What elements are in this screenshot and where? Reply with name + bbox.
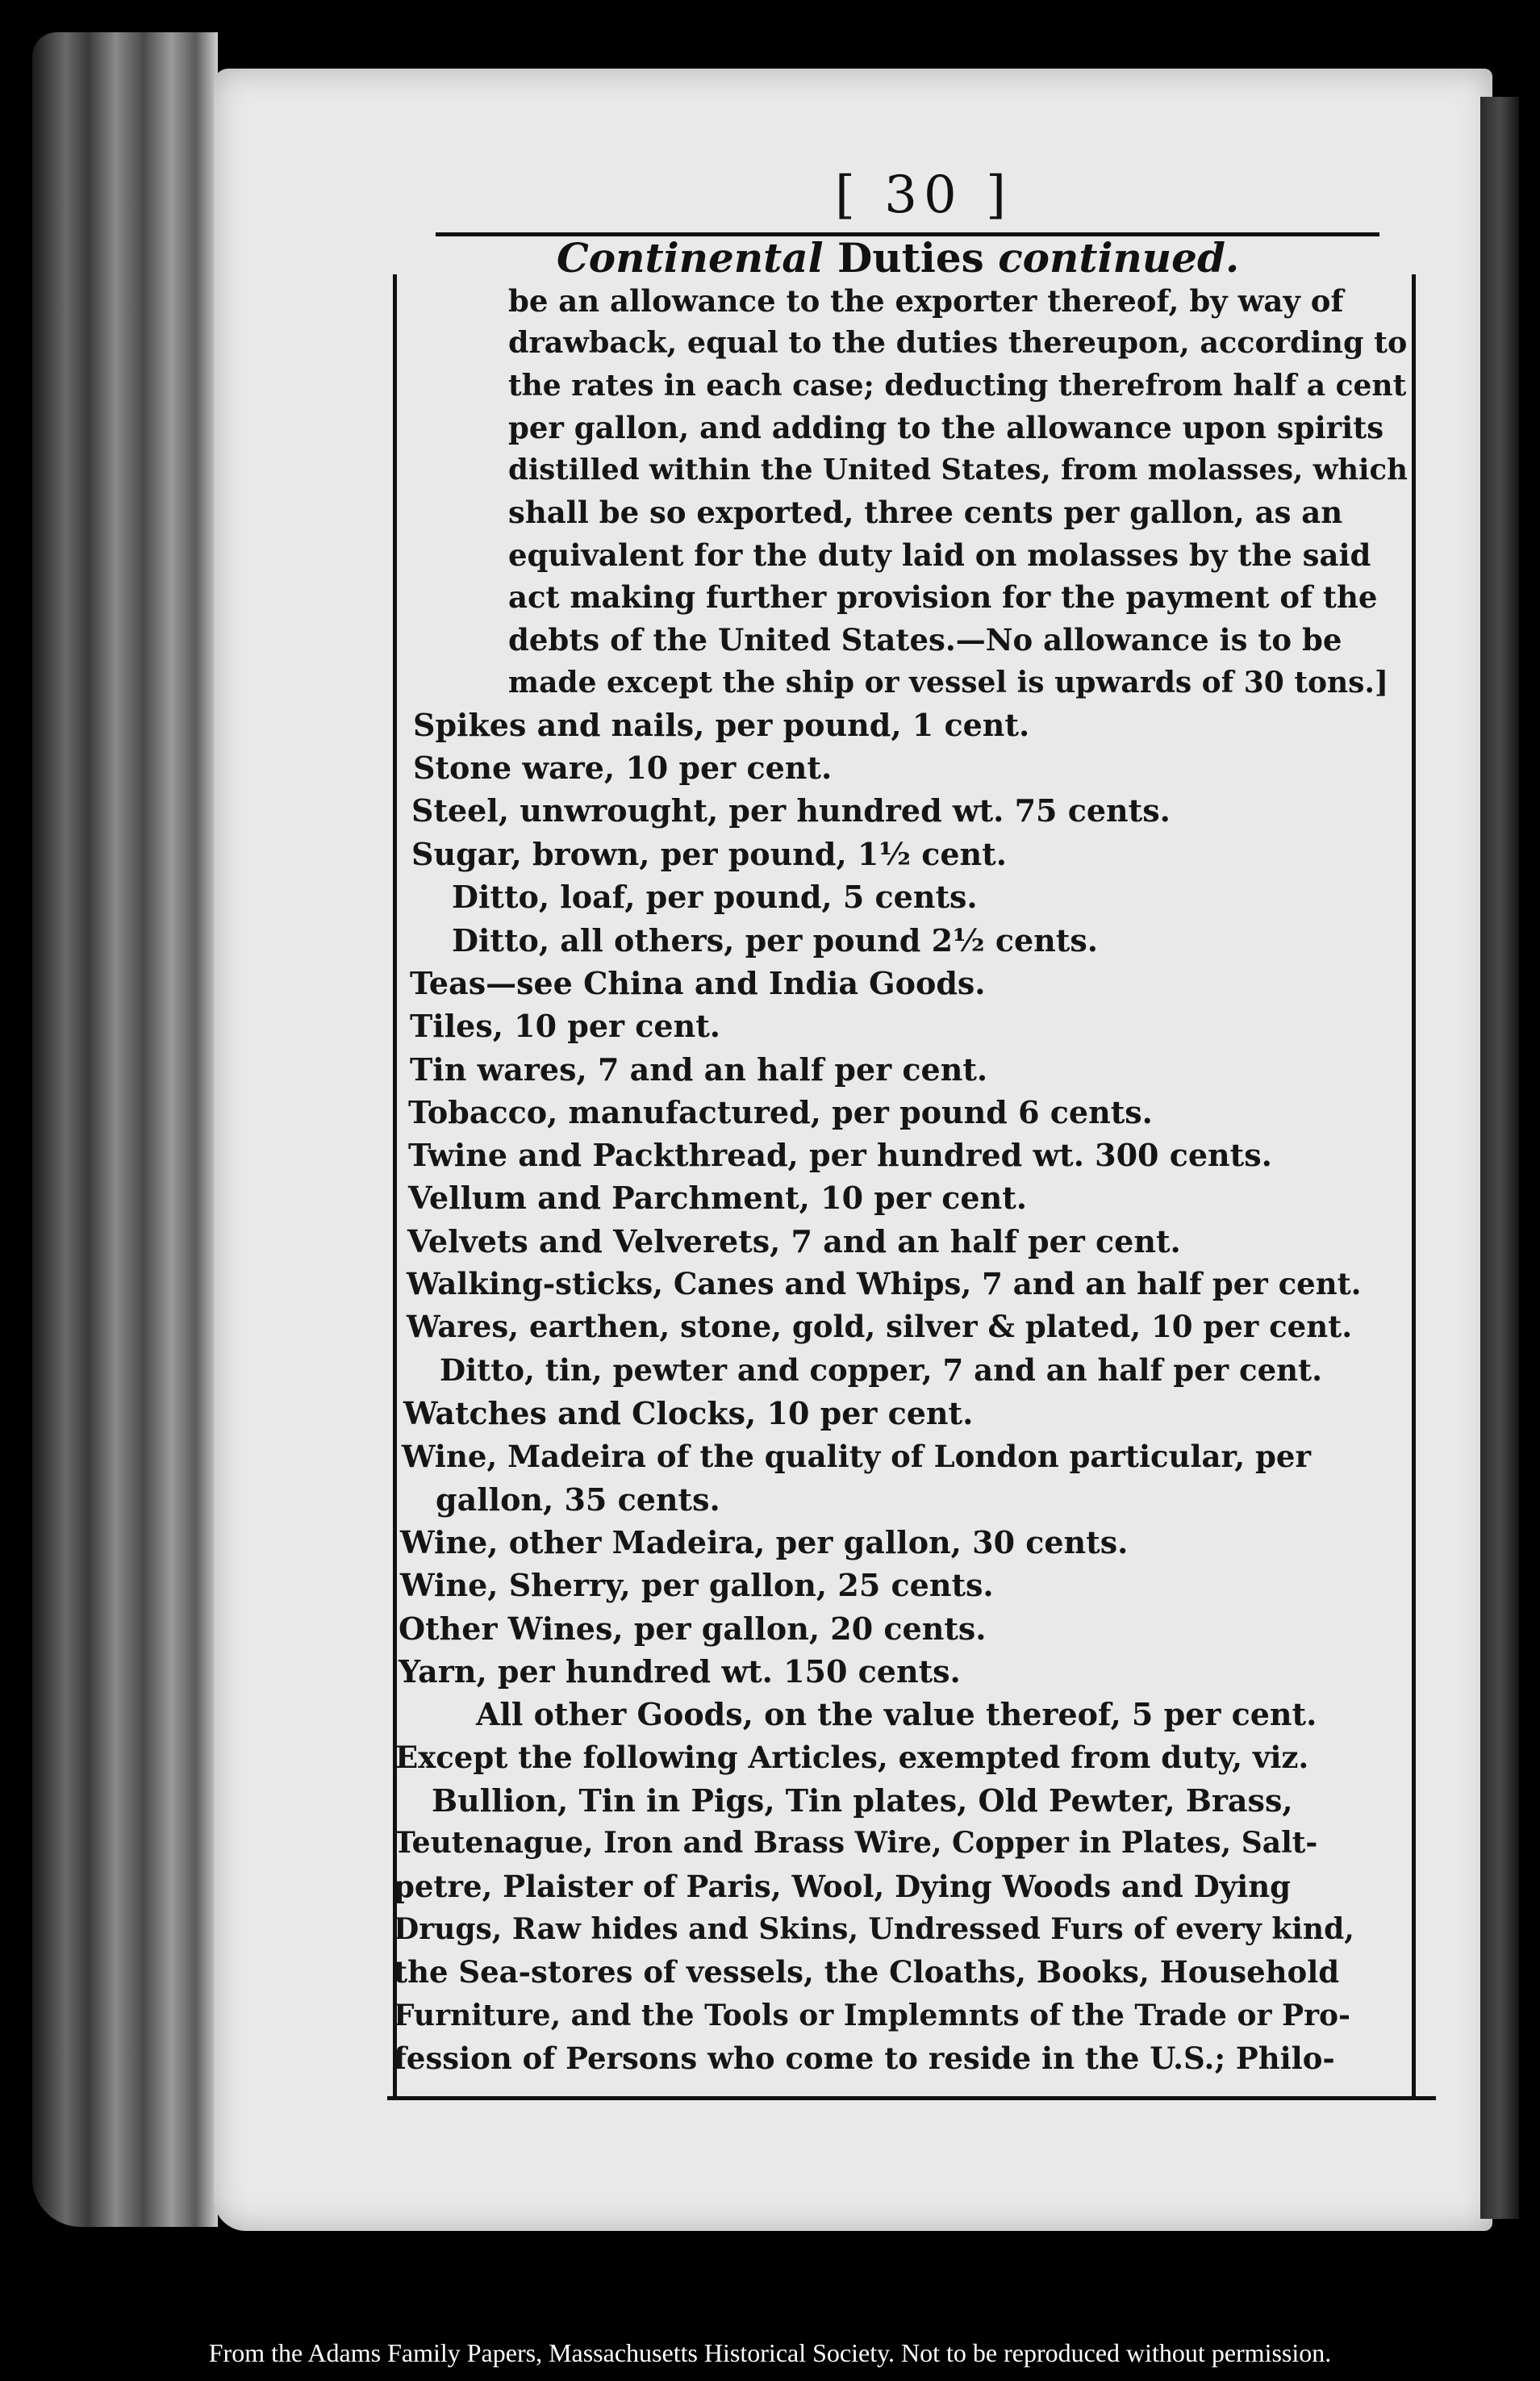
copyright-footer: From the Adams Family Papers, Massachusetts Historical Society. Not to be reproduced without permission. [208,2338,1332,2367]
text-line: Other Wines, per gallon, 20 cents. [399,1610,987,1647]
text-line: Except the following Articles, exempted from duty, viz. [395,1740,1309,1775]
text-line: distilled within the United States, from molasses, which [508,453,1408,487]
text-line: Tiles, 10 per cent. [410,1008,721,1044]
text-line: Wine, other Madeira, per gallon, 30 cents. [400,1524,1129,1560]
text-line: All other Goods, on the value thereof, 5 per cent. [476,1696,1317,1732]
header-part-continental: Continental [557,234,824,282]
text-line: equivalent for the duty laid on molasses by the said [508,537,1371,573]
text-line: Stone ware, 10 per cent. [413,750,833,786]
text-line: Ditto, tin, pewter and copper, 7 and an half per cent. [440,1352,1322,1388]
text-line: Bullion, Tin in Pigs, Tin plates, Old Pewter, Brass, [432,1782,1293,1819]
text-line: Walking-sticks, Canes and Whips, 7 and an half per cent. [407,1266,1362,1301]
text-line: Sugar, brown, per pound, 1½ cent. [411,836,1007,872]
text-line: Vellum and Parchment, 10 per cent. [408,1180,1027,1216]
text-line: Teutenague, Iron and Brass Wire, Copper in Plates, Salt- [394,1826,1318,1860]
text-line: the Sea-stores of vessels, the Cloaths, Books, Household [394,1954,1340,1990]
text-line: Ditto, loaf, per pound, 5 cents. [452,879,978,915]
text-line: Spikes and nails, per pound, 1 cent. [413,707,1030,743]
text-line: petre, Plaister of Paris, Wool, Dying Woods and Dying [394,1869,1291,1904]
text-line: Wares, earthen, stone, gold, silver & plated, 10 per cent. [407,1309,1353,1344]
book-page-edges [32,32,218,2227]
text-line: Furniture, and the Tools or Implemnts of the Trade or Pro- [394,1999,1350,2032]
header-part-duties: Duties [837,234,984,282]
text-line: Teas—see China and India Goods. [410,965,986,1001]
text-line: Watches and Clocks, 10 per cent. [403,1395,974,1431]
bottom-rule [387,2096,1436,2100]
header-part-continued: continued. [998,234,1240,282]
page-number: [ 30 ] [834,165,1013,225]
text-line: drawback, equal to the duties thereupon, according to [508,325,1408,360]
text-line: Yarn, per hundred wt. 150 cents. [399,1653,961,1690]
text-line: Drugs, Raw hides and Skins, Undressed Furs of every kind, [394,1912,1354,1946]
text-line: Tobacco, manufactured, per pound 6 cents. [408,1094,1153,1130]
text-line: Wine, Sherry, per gallon, 25 cents. [400,1567,994,1603]
text-line: Twine and Packthread, per hundred wt. 300 cents. [408,1137,1272,1173]
text-line: Tin wares, 7 and an half per cent. [410,1051,988,1088]
text-line: Wine, Madeira of the quality of London particular, per [402,1439,1311,1474]
text-line: fession of Persons who come to reside in the U.S.; Philo- [394,2041,1335,2076]
book-cover-edge [1480,97,1519,2219]
text-line: made except the ship or vessel is upwards of 30 tons.] [508,666,1388,700]
text-line: Ditto, all others, per pound 2½ cents. [452,922,1098,959]
text-line: Steel, unwrought, per hundred wt. 75 cents. [411,792,1171,829]
text-line: per gallon, and adding to the allowance upon spirits [508,410,1384,445]
text-line: act making further provision for the payment of the [508,579,1378,615]
text-line: the rates in each case; deducting therefrom half a cent [508,369,1407,403]
text-line: debts of the United States.—No allowance is to be [508,622,1342,658]
text-line: gallon, 35 cents. [436,1481,720,1518]
text-line: Velvets and Velverets, 7 and an half per cent. [407,1223,1181,1259]
text-line: be an allowance to the exporter thereof, by way of [508,283,1344,319]
text-line: shall be so exported, three cents per gallon, as an [508,495,1343,530]
